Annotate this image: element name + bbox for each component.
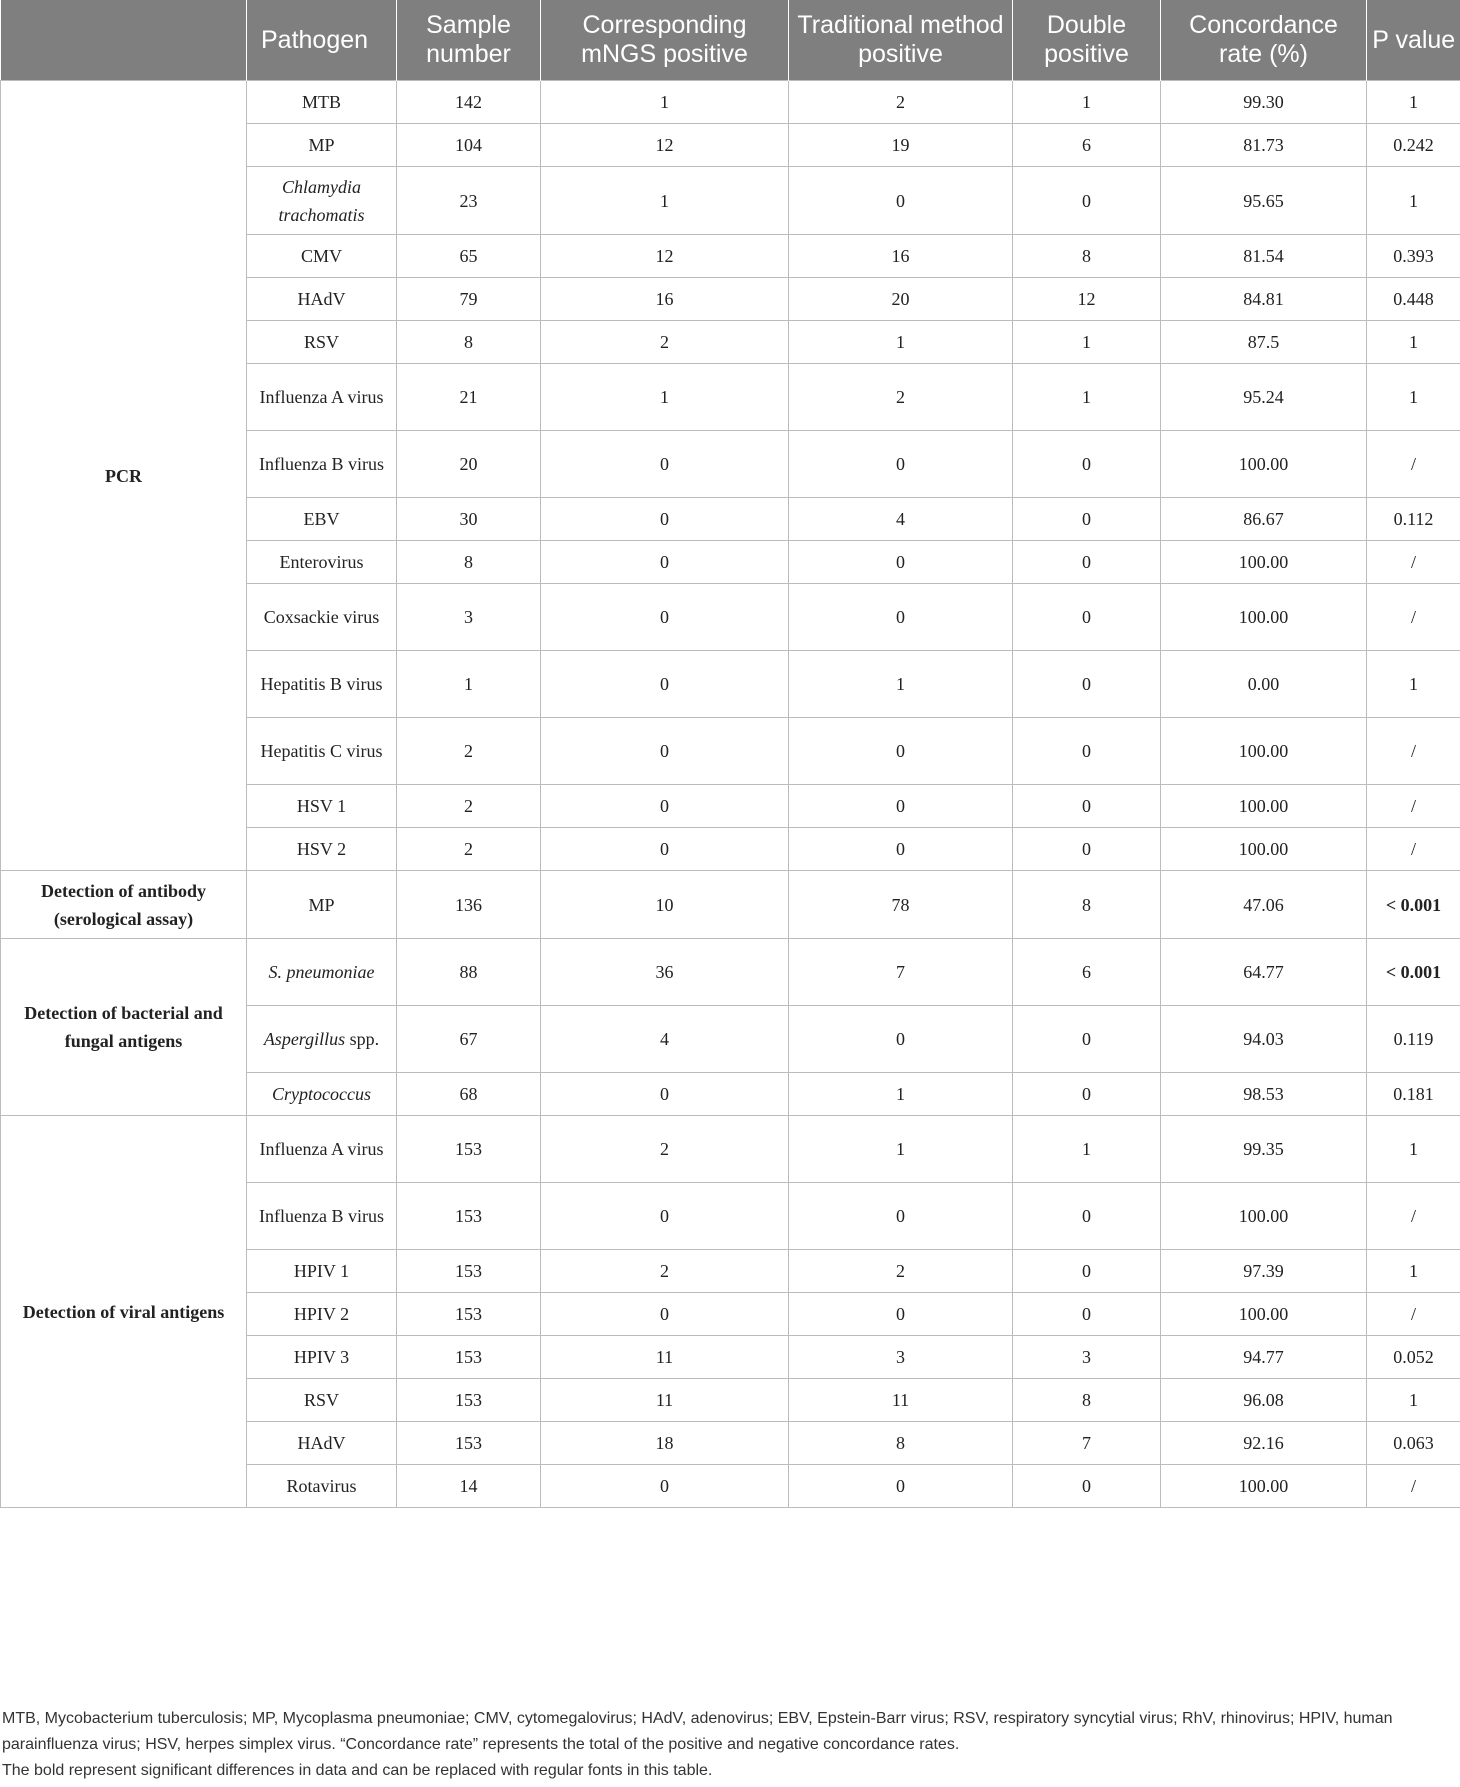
double-positive-cell: 0	[1013, 1006, 1161, 1073]
pathogen-name: HAdV	[297, 289, 346, 309]
traditional-positive-cell: 1	[789, 1073, 1013, 1116]
concordance-rate-cell: 99.35	[1161, 1116, 1367, 1183]
pathogen-cell	[247, 1116, 397, 1183]
pathogen-suffix: spp.	[349, 1029, 380, 1049]
concordance-rate-cell: 47.06	[1161, 871, 1367, 939]
p-value-cell: /	[1367, 1465, 1460, 1508]
sample-number-cell: 23	[397, 167, 541, 235]
pathogen-cell	[247, 1465, 397, 1508]
sample-number-cell: 2	[397, 785, 541, 828]
concordance-rate-cell: 0.00	[1161, 651, 1367, 718]
concordance-rate-cell: 100.00	[1161, 584, 1367, 651]
header-double-positive: Double positive	[1013, 0, 1161, 81]
traditional-positive-cell: 0	[789, 828, 1013, 871]
double-positive-cell: 0	[1013, 498, 1161, 541]
sample-number-cell: 65	[397, 235, 541, 278]
table-row	[1, 81, 1460, 124]
p-value-cell: 1	[1367, 364, 1460, 431]
concordance-rate-cell: 100.00	[1161, 541, 1367, 584]
pathogen-cell	[247, 1293, 397, 1336]
double-positive-cell: 0	[1013, 785, 1161, 828]
sample-number-cell: 20	[397, 431, 541, 498]
p-value-cell: 1	[1367, 1250, 1460, 1293]
sample-number-cell: 88	[397, 939, 541, 1006]
header-sample-number: Sample number	[397, 0, 541, 81]
double-positive-cell: 0	[1013, 584, 1161, 651]
traditional-positive-cell: 0	[789, 541, 1013, 584]
pathogen-cell	[247, 584, 397, 651]
concordance-rate-cell: 100.00	[1161, 1293, 1367, 1336]
concordance-rate-cell: 100.00	[1161, 785, 1367, 828]
pathogen-name: Influenza B virus	[259, 454, 384, 474]
traditional-positive-cell: 7	[789, 939, 1013, 1006]
footnote-bold-note: The bold represent significant differences in data and can be replaced with regular fonts in this table.	[2, 1762, 713, 1779]
pathogen-name: HAdV	[297, 1433, 346, 1453]
concordance-rate-cell: 94.77	[1161, 1336, 1367, 1379]
table-footnote	[2, 1706, 1458, 1784]
traditional-positive-cell: 0	[789, 584, 1013, 651]
pathogen-cell	[247, 431, 397, 498]
traditional-positive-cell: 0	[789, 1465, 1013, 1508]
traditional-positive-cell: 1	[789, 321, 1013, 364]
double-positive-cell: 0	[1013, 1183, 1161, 1250]
sample-number-cell: 68	[397, 1073, 541, 1116]
pathogen-cell	[247, 81, 397, 124]
sample-number-cell: 153	[397, 1116, 541, 1183]
table-row	[1, 939, 1460, 1006]
p-value-cell: /	[1367, 431, 1460, 498]
traditional-positive-cell: 20	[789, 278, 1013, 321]
double-positive-cell: 1	[1013, 81, 1161, 124]
pathogen-cell	[247, 1073, 397, 1116]
concordance-rate-cell: 97.39	[1161, 1250, 1367, 1293]
double-positive-cell: 3	[1013, 1336, 1161, 1379]
concordance-rate-cell: 87.5	[1161, 321, 1367, 364]
pathogen-name: MP	[308, 894, 335, 915]
pathogen-name: HPIV 2	[293, 1304, 350, 1324]
double-positive-cell: 0	[1013, 1250, 1161, 1293]
double-positive-cell: 6	[1013, 124, 1161, 167]
p-value-cell: /	[1367, 785, 1460, 828]
sample-number-cell: 79	[397, 278, 541, 321]
p-value-cell: 0.112	[1367, 498, 1460, 541]
sample-number-cell: 142	[397, 81, 541, 124]
traditional-positive-cell: 11	[789, 1379, 1013, 1422]
p-value-cell: 0.052	[1367, 1336, 1460, 1379]
double-positive-cell: 0	[1013, 1465, 1161, 1508]
concordance-rate-cell: 64.77	[1161, 939, 1367, 1006]
traditional-positive-cell: 8	[789, 1422, 1013, 1465]
pathogen-name: Enterovirus	[279, 552, 364, 572]
mngs-positive-cell: 1	[541, 81, 789, 124]
pathogen-name: Cryptococcus	[272, 1084, 371, 1104]
pathogen-cell	[247, 364, 397, 431]
pathogen-cell	[247, 871, 397, 939]
table-row	[1, 871, 1460, 939]
p-value-cell: 0.181	[1367, 1073, 1460, 1116]
sample-number-cell: 104	[397, 124, 541, 167]
mngs-positive-cell: 0	[541, 1073, 789, 1116]
traditional-positive-cell: 0	[789, 431, 1013, 498]
double-positive-cell: 8	[1013, 1379, 1161, 1422]
traditional-positive-cell: 16	[789, 235, 1013, 278]
double-positive-cell: 0	[1013, 651, 1161, 718]
pathogen-name: Rotavirus	[286, 1476, 357, 1496]
sample-number-cell: 136	[397, 871, 541, 939]
group-label: Detection of antibody (serological assay)	[1, 871, 247, 939]
concordance-rate-cell: 100.00	[1161, 1183, 1367, 1250]
pathogen-genus: Aspergillus	[263, 1029, 346, 1049]
p-value-cell: /	[1367, 718, 1460, 785]
sample-number-cell: 3	[397, 584, 541, 651]
pathogen-cell	[247, 1250, 397, 1293]
p-value-cell: /	[1367, 584, 1460, 651]
pathogen-cell	[247, 321, 397, 364]
sample-number-cell: 2	[397, 828, 541, 871]
mngs-positive-cell: 0	[541, 584, 789, 651]
pathogen-name: Hepatitis C virus	[260, 741, 383, 761]
table-row	[1, 1116, 1460, 1183]
mngs-positive-cell: 1	[541, 364, 789, 431]
traditional-positive-cell: 0	[789, 1006, 1013, 1073]
mngs-positive-cell: 18	[541, 1422, 789, 1465]
traditional-positive-cell: 78	[789, 871, 1013, 939]
pathogen-name: Hepatitis B virus	[260, 674, 383, 694]
pathogen-cell	[247, 1336, 397, 1379]
concordance-rate-cell: 98.53	[1161, 1073, 1367, 1116]
pathogen-cell	[247, 1422, 397, 1465]
p-value-cell: 0.448	[1367, 278, 1460, 321]
double-positive-cell: 0	[1013, 167, 1161, 235]
traditional-positive-cell: 1	[789, 651, 1013, 718]
concordance-rate-cell: 100.00	[1161, 828, 1367, 871]
mngs-positive-cell: 1	[541, 167, 789, 235]
pathogen-name: Influenza A virus	[259, 1139, 384, 1159]
sample-number-cell: 14	[397, 1465, 541, 1508]
mngs-positive-cell: 0	[541, 828, 789, 871]
mngs-positive-cell: 11	[541, 1379, 789, 1422]
header-p-value: P value	[1367, 0, 1460, 81]
double-positive-cell: 0	[1013, 541, 1161, 584]
pathogen-cell	[247, 167, 397, 235]
group-label: Detection of bacterial and fungal antigens	[1, 939, 247, 1116]
mngs-positive-cell: 11	[541, 1336, 789, 1379]
mngs-positive-cell: 2	[541, 1116, 789, 1183]
mngs-positive-cell: 12	[541, 124, 789, 167]
pathogen-name: EBV	[303, 509, 340, 529]
concordance-rate-cell: 81.54	[1161, 235, 1367, 278]
sample-number-cell: 153	[397, 1250, 541, 1293]
sample-number-cell: 1	[397, 651, 541, 718]
sample-number-cell: 67	[397, 1006, 541, 1073]
concordance-rate-cell: 100.00	[1161, 431, 1367, 498]
pathogen-cell	[247, 235, 397, 278]
sample-number-cell: 153	[397, 1422, 541, 1465]
double-positive-cell: 8	[1013, 871, 1161, 939]
pathogen-name: Influenza B virus	[259, 1206, 384, 1226]
pathogen-name: HSV 1	[296, 796, 347, 816]
pathogen-name: MP	[308, 135, 335, 155]
double-positive-cell: 0	[1013, 718, 1161, 785]
pathogen-name: Influenza A virus	[259, 387, 384, 407]
p-value-cell: 0.063	[1367, 1422, 1460, 1465]
pathogen-cell	[247, 124, 397, 167]
double-positive-cell: 1	[1013, 321, 1161, 364]
double-positive-cell: 12	[1013, 278, 1161, 321]
footnote-abbreviations: MTB, Mycobacterium tuberculosis; MP, Mycoplasma pneumoniae; CMV, cytomegalovirus; HAdV, adenovirus; EBV, Epstein-Barr virus; RSV, respiratory syncytial virus; RhV, rhinovirus; HPIV, human parainfluenza virus; HSV, herpes simplex virus. “Concordance rate” represents the total of the positive and negative concordance rates.	[2, 1710, 1393, 1753]
sample-number-cell: 8	[397, 321, 541, 364]
group-label: Detection of viral antigens	[1, 1116, 247, 1508]
double-positive-cell: 0	[1013, 1293, 1161, 1336]
double-positive-cell: 8	[1013, 235, 1161, 278]
mngs-positive-cell: 2	[541, 321, 789, 364]
pathogen-name: RSV	[303, 1390, 339, 1410]
pathogen-name: Chlamydia trachomatis	[278, 176, 365, 225]
traditional-positive-cell: 4	[789, 498, 1013, 541]
p-value-cell: 1	[1367, 651, 1460, 718]
group-label: PCR	[1, 81, 247, 871]
double-positive-cell: 0	[1013, 431, 1161, 498]
concordance-rate-cell: 86.67	[1161, 498, 1367, 541]
double-positive-cell: 7	[1013, 1422, 1161, 1465]
concordance-rate-cell: 100.00	[1161, 1465, 1367, 1508]
traditional-positive-cell: 0	[789, 1183, 1013, 1250]
header-group	[1, 0, 247, 81]
p-value-cell: 0.393	[1367, 235, 1460, 278]
sample-number-cell: 30	[397, 498, 541, 541]
concordance-rate-cell: 92.16	[1161, 1422, 1367, 1465]
mngs-positive-cell: 0	[541, 718, 789, 785]
double-positive-cell: 6	[1013, 939, 1161, 1006]
p-value-cell: 1	[1367, 1379, 1460, 1422]
header-row	[1, 0, 1460, 81]
concordance-rate-cell: 95.65	[1161, 167, 1367, 235]
pathogen-name: HPIV 3	[293, 1347, 350, 1367]
p-value-cell: 1	[1367, 321, 1460, 364]
pathogen-name: HPIV 1	[293, 1261, 350, 1281]
p-value-cell: 0.119	[1367, 1006, 1460, 1073]
concordance-rate-cell: 99.30	[1161, 81, 1367, 124]
mngs-positive-cell: 4	[541, 1006, 789, 1073]
pathogen-cell	[247, 785, 397, 828]
concordance-rate-cell: 100.00	[1161, 718, 1367, 785]
double-positive-cell: 1	[1013, 364, 1161, 431]
sample-number-cell: 153	[397, 1183, 541, 1250]
p-value-cell: /	[1367, 828, 1460, 871]
traditional-positive-cell: 19	[789, 124, 1013, 167]
traditional-positive-cell: 2	[789, 364, 1013, 431]
concordance-rate-cell: 84.81	[1161, 278, 1367, 321]
mngs-positive-cell: 0	[541, 1293, 789, 1336]
header-traditional-positive: Traditional method positive	[789, 0, 1013, 81]
pathogen-cell	[247, 828, 397, 871]
header-concordance-rate: Concordance rate (%)	[1161, 0, 1367, 81]
p-value-cell: < 0.001	[1367, 939, 1460, 1006]
sample-number-cell: 21	[397, 364, 541, 431]
traditional-positive-cell: 0	[789, 718, 1013, 785]
pathogen-cell	[247, 718, 397, 785]
pathogen-cell	[247, 1379, 397, 1422]
traditional-positive-cell: 2	[789, 81, 1013, 124]
mngs-positive-cell: 10	[541, 871, 789, 939]
pathogen-cell	[247, 939, 397, 1006]
mngs-positive-cell: 2	[541, 1250, 789, 1293]
traditional-positive-cell: 0	[789, 785, 1013, 828]
header-pathogen: Pathogen	[247, 0, 397, 81]
table-body	[1, 81, 1460, 1508]
mngs-positive-cell: 12	[541, 235, 789, 278]
mngs-positive-cell: 36	[541, 939, 789, 1006]
pathogen-name: MTB	[301, 92, 341, 112]
pathogen-cell	[247, 498, 397, 541]
mngs-positive-cell: 0	[541, 1465, 789, 1508]
pathogen-cell	[247, 278, 397, 321]
p-value-cell: /	[1367, 1183, 1460, 1250]
p-value-cell: /	[1367, 1293, 1460, 1336]
concordance-rate-cell: 81.73	[1161, 124, 1367, 167]
pathogen-name: CMV	[300, 246, 342, 266]
sample-number-cell: 153	[397, 1293, 541, 1336]
p-value-cell: 0.242	[1367, 124, 1460, 167]
mngs-positive-cell: 0	[541, 431, 789, 498]
sample-number-cell: 8	[397, 541, 541, 584]
traditional-positive-cell: 1	[789, 1116, 1013, 1183]
pathogen-name: S. pneumoniae	[268, 962, 375, 982]
pathogen-name: RSV	[303, 332, 339, 352]
mngs-positive-cell: 0	[541, 498, 789, 541]
double-positive-cell: 0	[1013, 1073, 1161, 1116]
traditional-positive-cell: 0	[789, 1293, 1013, 1336]
double-positive-cell: 0	[1013, 828, 1161, 871]
mngs-positive-cell: 0	[541, 1183, 789, 1250]
p-value-cell: < 0.001	[1367, 871, 1460, 939]
mngs-positive-cell: 0	[541, 651, 789, 718]
traditional-positive-cell: 3	[789, 1336, 1013, 1379]
p-value-cell: /	[1367, 541, 1460, 584]
p-value-cell: 1	[1367, 1116, 1460, 1183]
pathogen-cell	[247, 1006, 397, 1073]
p-value-cell: 1	[1367, 167, 1460, 235]
pathogen-name: HSV 2	[296, 839, 347, 859]
pathogen-cell	[247, 1183, 397, 1250]
pathogen-cell	[247, 651, 397, 718]
double-positive-cell: 1	[1013, 1116, 1161, 1183]
p-value-cell: 1	[1367, 81, 1460, 124]
sample-number-cell: 153	[397, 1336, 541, 1379]
sample-number-cell: 153	[397, 1379, 541, 1422]
concordance-rate-cell: 95.24	[1161, 364, 1367, 431]
sample-number-cell: 2	[397, 718, 541, 785]
pathogen-name: Coxsackie virus	[263, 607, 380, 627]
pathogen-cell	[247, 541, 397, 584]
mngs-positive-cell: 16	[541, 278, 789, 321]
traditional-positive-cell: 0	[789, 167, 1013, 235]
traditional-positive-cell: 2	[789, 1250, 1013, 1293]
concordance-rate-cell: 94.03	[1161, 1006, 1367, 1073]
concordance-rate-cell: 96.08	[1161, 1379, 1367, 1422]
header-mngs-positive: Corresponding mNGS positive	[541, 0, 789, 81]
mngs-positive-cell: 0	[541, 541, 789, 584]
mngs-positive-cell: 0	[541, 785, 789, 828]
